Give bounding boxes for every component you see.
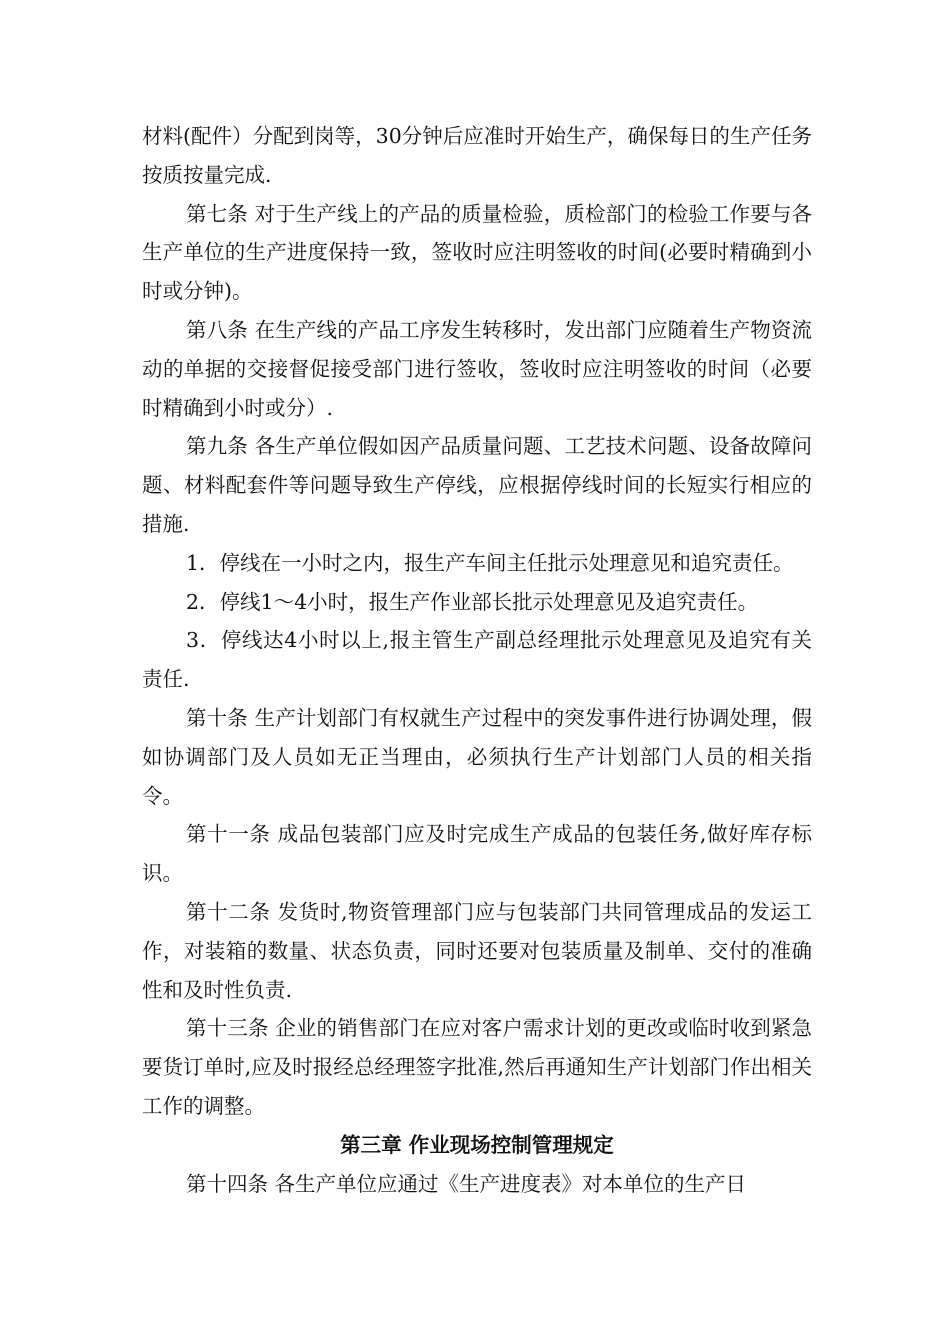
article-7: 第七条 对于生产线上的产品的质量检验，质检部门的检验工作要与各生产单位的生产进度保持一致，签收时应注明签收的时间(必要时精确到小时或分钟)。 bbox=[142, 201, 812, 304]
paragraph-continuation: 材料(配件）分配到岗等，30分钟后应准时开始生产，确保每日的生产任务按质按量完成. bbox=[142, 124, 812, 187]
list-item-1: 1．停线在一小时之内，报生产车间主任批示处理意见和追究责任。 bbox=[186, 550, 794, 575]
article-9: 第九条 各生产单位假如因产品质量问题、工艺技术问题、设备故障问题、材料配套件等问题导致生产停线，应根据停线时间的长短实行相应的措施. bbox=[142, 434, 812, 536]
article-8: 第八条 在生产线的产品工序发生转移时，发出部门应随着生产物资流动的单据的交接督促接受部门进行签收，签收时应注明签收的时间（必要时精确到小时或分）. bbox=[142, 317, 812, 420]
document-page bbox=[142, 117, 812, 1203]
article-11: 第十一条 成品包装部门应及时完成生产成品的包装任务,做好库存标识。 bbox=[142, 822, 812, 886]
article-14: 第十四条 各生产单位应通过《生产进度表》对本单位的生产日 bbox=[186, 1171, 747, 1196]
article-12: 第十二条 发货时,物资管理部门应与包装部门共同管理成品的发运工作，对装箱的数量、状态负责，同时还要对包装质量及制单、交付的准确性和及时性负责. bbox=[142, 899, 812, 1002]
article-13: 第十三条 企业的销售部门在应对客户需求计划的更改或临时收到紧急要货订单时,应及时报经总经理签字批准,然后再通知生产计划部门作出相关工作的调整。 bbox=[142, 1016, 812, 1118]
article-10: 第十条 生产计划部门有权就生产过程中的突发事件进行协调处理，假如协调部门及人员如无正当理由，必须执行生产计划部门人员的相关指令。 bbox=[142, 705, 812, 808]
list-item-3: 3．停线达4小时以上,报主管生产副总经理批示处理意见及追究有关责任. bbox=[142, 628, 812, 692]
chapter-heading: 第三章 作业现场控制管理规定 bbox=[340, 1132, 614, 1157]
list-item-2: 2．停线1～4小时，报生产作业部长批示处理意见及追究责任。 bbox=[186, 589, 759, 614]
